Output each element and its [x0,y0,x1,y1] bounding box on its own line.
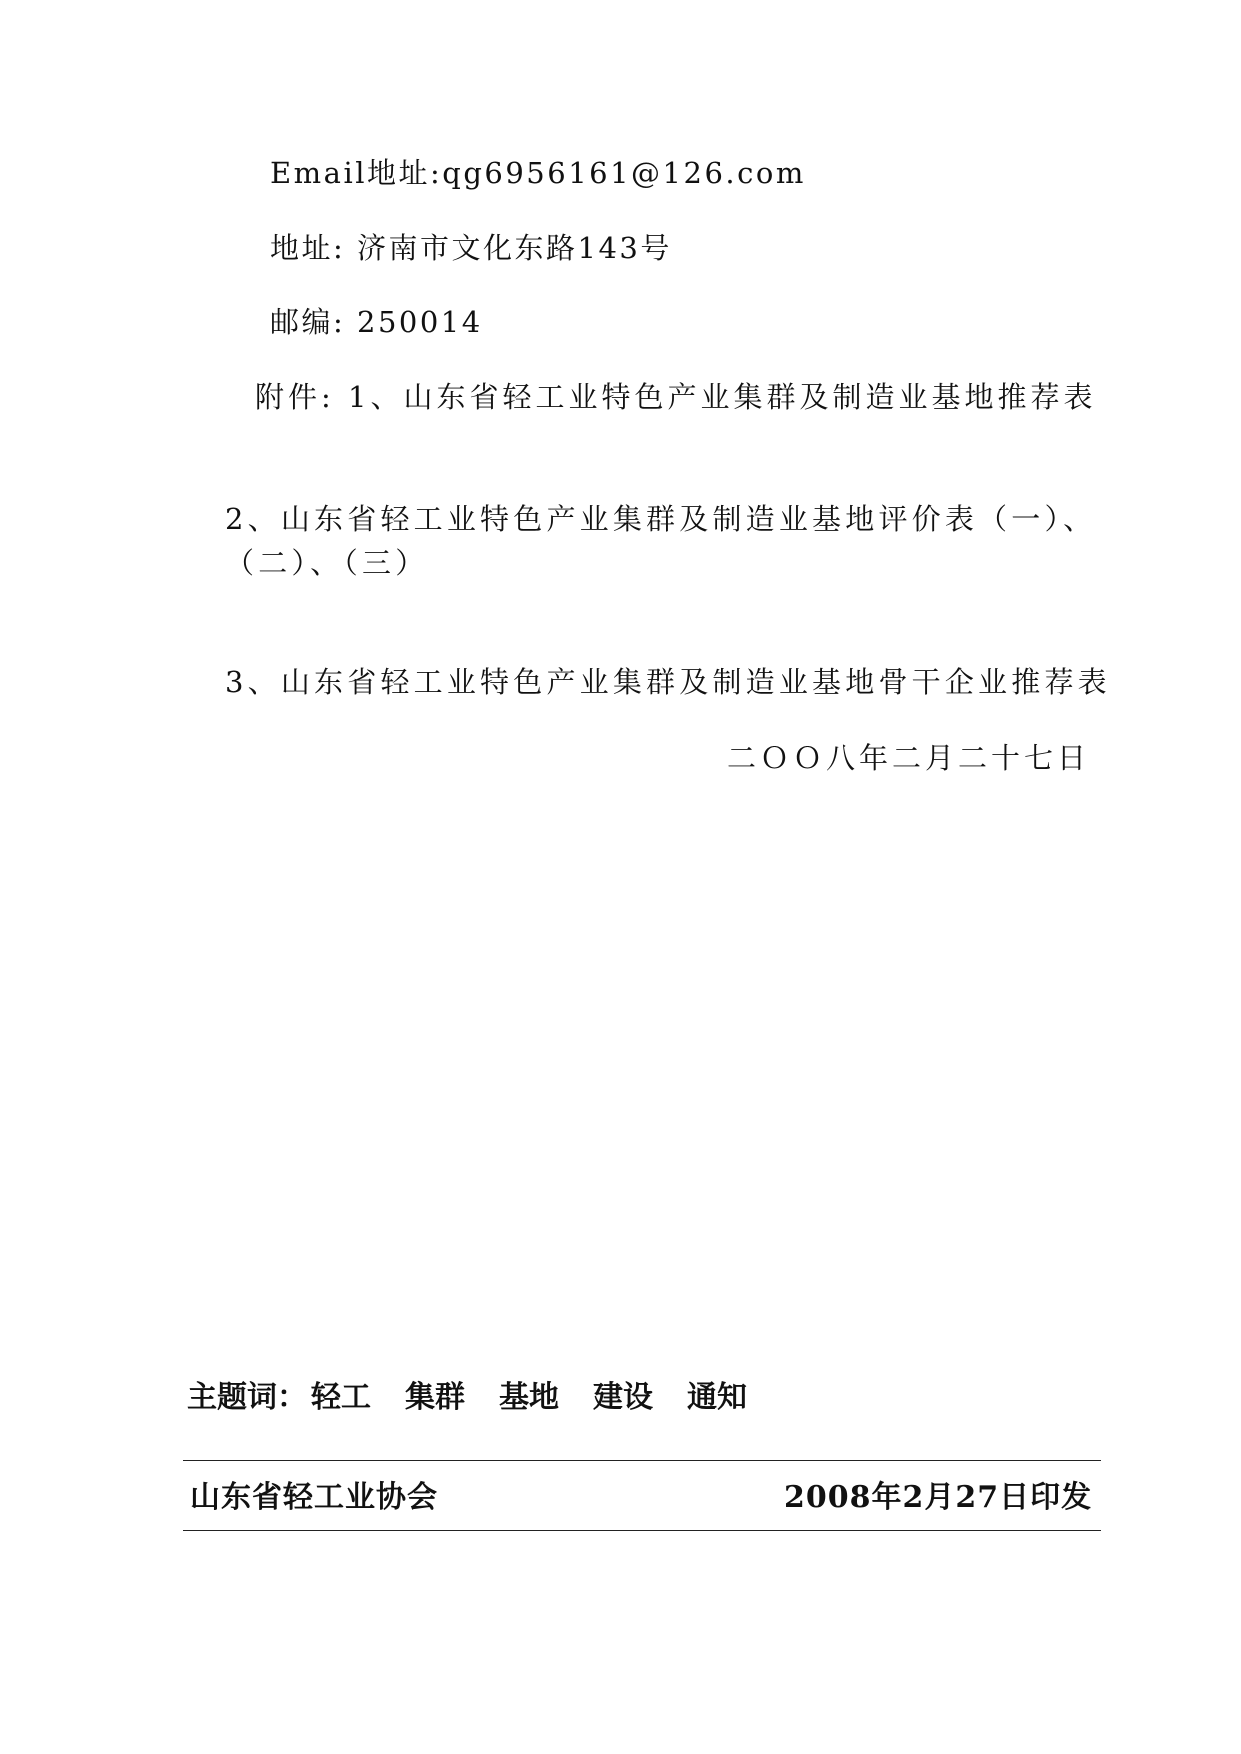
keyword-term: 基地 [499,1380,559,1415]
footer-issued-date: 2008年2月27日印发 [784,1480,1093,1515]
email-line: Email地址:qg6956161@126.com [270,156,806,190]
document-date: 二ＯＯ八年二月二十七日 [726,741,1090,775]
footer-top-rule [183,1460,1101,1461]
keyword-term: 轻工 [311,1380,371,1415]
keyword-term: 建设 [593,1380,653,1415]
postcode-line: 邮编: 250014 [270,305,483,339]
keyword-term: 通知 [687,1380,747,1415]
subject-keywords [187,1378,781,1418]
footer-issuer: 山东省轻工业协会 [190,1480,438,1515]
keywords-label: 主题词： [187,1380,307,1415]
attachment-item-2-line-2: （二）、（三） [225,546,429,580]
attachment-item-1: 附件: 1、山东省轻工业特色产业集群及制造业基地推荐表 [255,380,1097,414]
address-line: 地址: 济南市文化东路143号 [270,231,672,265]
attachment-item-3: 3、山东省轻工业特色产业集群及制造业基地骨干企业推荐表 [225,665,1111,699]
attachment-item-2-line-1: 2、山东省轻工业特色产业集群及制造业基地评价表（一）、 [225,502,1097,536]
footer-bottom-rule [183,1530,1101,1531]
keyword-term: 集群 [405,1380,465,1415]
